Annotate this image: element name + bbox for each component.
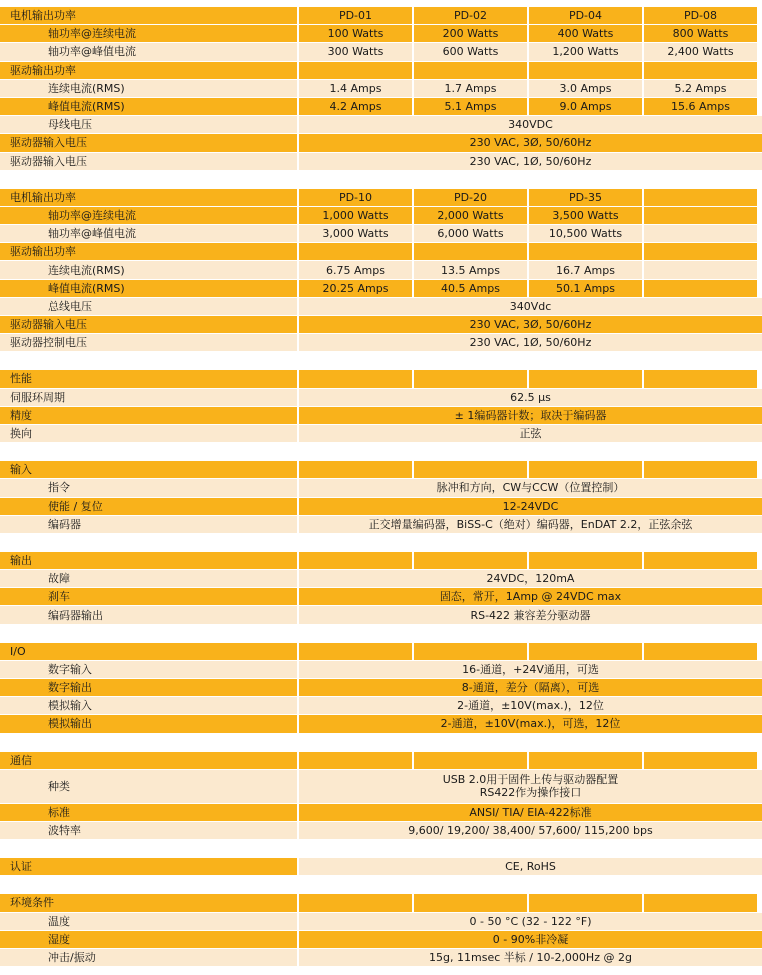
row-value (299, 425, 762, 443)
spec-row (0, 679, 762, 697)
row-value: 230 VAC, 1Ø, 50/60Hz (299, 153, 762, 171)
row-value-line: 2-通道，±10V(max.)，12位 (457, 699, 604, 713)
row-value-line: 正交增量编码器，BiSS-C（绝对）编码器，EnDAT 2.2，正弦余弦 (368, 517, 693, 531)
header-cell (644, 643, 757, 661)
row-value-line: 8-通道，差分（隔离），可选 (461, 681, 600, 695)
row-label: 编码器输出 (0, 606, 297, 624)
row-label: 精度 (0, 407, 297, 425)
header-cell (299, 752, 412, 770)
spec-row (0, 606, 762, 624)
spec-row (0, 588, 762, 606)
row-value-line: 正弦 (519, 427, 542, 441)
row-value-line: 16-通道，+24V通用，可选 (462, 662, 599, 676)
section-title: 通信 (0, 752, 297, 770)
header-cell (299, 552, 412, 570)
row-value (299, 661, 762, 679)
section-1 (0, 461, 762, 534)
row-value-line: 24VDC，120mA (486, 572, 575, 586)
row-label: 轴功率@峰值电流 (0, 225, 297, 243)
row-label: 种类 (0, 770, 297, 804)
row-value (299, 697, 762, 715)
row-value (299, 913, 762, 931)
row-label: 驱动器控制电压 (0, 334, 297, 352)
row-value (299, 931, 762, 949)
row-label: 湿度 (0, 931, 297, 949)
spec-row (0, 334, 762, 352)
cell-value: 5.1 Amps (414, 98, 527, 116)
row-value (299, 804, 762, 822)
row-value-line: RS-422 兼容差分驱动器 (470, 608, 591, 622)
model-name: PD-35 (529, 189, 642, 207)
spec-row (0, 822, 762, 840)
cell-value: 1,200 Watts (529, 43, 642, 61)
header-cell (414, 752, 527, 770)
section-header-row (0, 461, 762, 479)
row-label: 峰值电流(RMS) (0, 98, 297, 116)
row-label: 轴功率@峰值电流 (0, 43, 297, 61)
spec-row (0, 858, 762, 876)
row-label: 模拟输出 (0, 715, 297, 733)
row-value: 230 VAC, 1Ø, 50/60Hz (299, 334, 762, 352)
spec-row (0, 389, 762, 407)
row-label: 模拟输入 (0, 697, 297, 715)
header-cell (414, 643, 527, 661)
cell-value: 50.1 Amps (529, 280, 642, 298)
spec-row (0, 25, 762, 43)
model-name: PD-20 (414, 189, 527, 207)
header-cell (299, 643, 412, 661)
cell-value (644, 243, 757, 261)
row-label: 换向 (0, 425, 297, 443)
section-title: 环境条件 (0, 894, 297, 912)
section-title: 输出 (0, 552, 297, 570)
cell-value: 6.75 Amps (299, 261, 412, 279)
spec-row (0, 570, 762, 588)
header-cell (644, 370, 757, 388)
row-value (299, 606, 762, 624)
row-label: 母线电压 (0, 116, 297, 134)
cell-value: 1.4 Amps (299, 80, 412, 98)
row-value: 340VDC (299, 116, 762, 134)
spec-row (0, 661, 762, 679)
row-label: 驱动器输入电压 (0, 134, 297, 152)
spec-row (0, 153, 762, 171)
row-label: 故障 (0, 570, 297, 588)
cell-value: 5.2 Amps (644, 80, 757, 98)
row-value (299, 516, 762, 534)
cell-value (644, 261, 757, 279)
spec-row (0, 697, 762, 715)
row-value (299, 479, 762, 497)
spec-row (0, 425, 762, 443)
section-3 (0, 643, 762, 734)
header-cell (644, 461, 757, 479)
row-value-line: CE, RoHS (505, 860, 556, 874)
row-value-line: USB 2.0用于固件上传与驱动器配置 (442, 773, 619, 787)
row-label: 驱动器输入电压 (0, 316, 297, 334)
row-label: 标准 (0, 804, 297, 822)
section-title: I/O (0, 643, 297, 661)
spec-row (0, 316, 762, 334)
cell-value (414, 62, 527, 80)
cell-value: 2,400 Watts (644, 43, 757, 61)
row-value (299, 407, 762, 425)
row-value-line: ANSI/ TIA/ EIA-422标准 (469, 805, 592, 819)
cell-value: 800 Watts (644, 25, 757, 43)
cell-value: 10,500 Watts (529, 225, 642, 243)
row-value (299, 679, 762, 697)
spec-row (0, 80, 762, 98)
section-header-row (0, 370, 762, 388)
row-value-line: ± 1编码器计数；取决于编码器 (454, 408, 607, 422)
spec-row (0, 243, 762, 261)
row-value-line: 9,600/ 19,200/ 38,400/ 57,600/ 115,200 bps (408, 824, 653, 838)
row-label: 驱动器输入电压 (0, 153, 297, 171)
model-name: PD-01 (299, 7, 412, 25)
row-value-line: 脉冲和方向，CW与CCW（位置控制） (436, 481, 625, 495)
row-value-line: 62.5 µs (510, 390, 551, 404)
spec-row (0, 498, 762, 516)
spec-row (0, 261, 762, 279)
cell-value (529, 243, 642, 261)
cell-value (299, 243, 412, 261)
header-cell (299, 370, 412, 388)
table1-section (0, 7, 762, 171)
row-value-line: 0 - 50 °C (32 - 122 °F) (469, 914, 592, 928)
row-value (299, 822, 762, 840)
section-header-row (0, 894, 762, 912)
cell-value: 1.7 Amps (414, 80, 527, 98)
row-label: 数字输入 (0, 661, 297, 679)
cell-value (644, 280, 757, 298)
model-name: PD-08 (644, 7, 757, 25)
row-value-line: 2-通道，±10V(max.)，可选，12位 (440, 717, 621, 731)
header-cell (414, 552, 527, 570)
row-label: 编码器 (0, 516, 297, 534)
row-label: 使能 / 复位 (0, 498, 297, 516)
cell-value (644, 225, 757, 243)
model-name (644, 189, 757, 207)
section-title: 性能 (0, 370, 297, 388)
cell-value (644, 62, 757, 80)
header-cell (644, 894, 757, 912)
spec-row (0, 479, 762, 497)
row-value-line: 固态，常开，1Amp @ 24VDC max (439, 590, 622, 604)
cell-value: 600 Watts (414, 43, 527, 61)
header-label: 电机输出功率 (0, 7, 297, 25)
header-cell (644, 752, 757, 770)
row-label: 伺服环周期 (0, 389, 297, 407)
model-name: PD-10 (299, 189, 412, 207)
spec-header-row (0, 7, 762, 25)
row-label: 波特率 (0, 822, 297, 840)
cell-value: 1,000 Watts (299, 207, 412, 225)
cell-value: 40.5 Amps (414, 280, 527, 298)
spec-row (0, 516, 762, 534)
row-value (299, 498, 762, 516)
row-value (299, 858, 762, 876)
spec-row (0, 280, 762, 298)
row-value (299, 389, 762, 407)
section-2 (0, 552, 762, 625)
cell-value: 2,000 Watts (414, 207, 527, 225)
section-header-row (0, 752, 762, 770)
cell-value: 400 Watts (529, 25, 642, 43)
header-cell (529, 552, 642, 570)
spec-row (0, 98, 762, 116)
cell-value: 200 Watts (414, 25, 527, 43)
spec-header-row (0, 189, 762, 207)
row-value: 230 VAC, 3Ø, 50/60Hz (299, 134, 762, 152)
spec-row (0, 298, 762, 316)
cell-value (414, 243, 527, 261)
row-label: 数字输出 (0, 679, 297, 697)
header-cell (644, 552, 757, 570)
spec-row (0, 715, 762, 733)
cell-value: 3,500 Watts (529, 207, 642, 225)
row-value-line: RS422作为操作接口 (479, 786, 582, 800)
header-cell (529, 752, 642, 770)
cell-value: 3.0 Amps (529, 80, 642, 98)
row-value (299, 588, 762, 606)
cell-value (529, 62, 642, 80)
header-cell (529, 643, 642, 661)
row-label: 驱动输出功率 (0, 243, 297, 261)
cell-value: 3,000 Watts (299, 225, 412, 243)
cell-value: 100 Watts (299, 25, 412, 43)
cell-value: 4.2 Amps (299, 98, 412, 116)
spec-row (0, 949, 762, 967)
header-cell (414, 461, 527, 479)
header-cell (414, 370, 527, 388)
spec-row (0, 931, 762, 949)
spec-row (0, 207, 762, 225)
row-label: 轴功率@连续电流 (0, 25, 297, 43)
section-title: 认证 (0, 858, 297, 876)
cell-value: 13.5 Amps (414, 261, 527, 279)
row-value (299, 770, 762, 804)
spec-row (0, 134, 762, 152)
header-cell (414, 894, 527, 912)
cell-value: 15.6 Amps (644, 98, 757, 116)
section-5 (0, 858, 762, 876)
cell-value: 16.7 Amps (529, 261, 642, 279)
row-label: 连续电流(RMS) (0, 80, 297, 98)
header-cell (299, 461, 412, 479)
row-value: 340Vdc (299, 298, 762, 316)
section-6 (0, 894, 762, 967)
row-value: 230 VAC, 3Ø, 50/60Hz (299, 316, 762, 334)
model-name: PD-04 (529, 7, 642, 25)
row-label: 峰值电流(RMS) (0, 280, 297, 298)
row-label: 温度 (0, 913, 297, 931)
spec-row (0, 804, 762, 822)
row-label: 刹车 (0, 588, 297, 606)
row-value-line: 0 - 90%非冷凝 (492, 932, 569, 946)
cell-value (644, 207, 757, 225)
spec-row (0, 407, 762, 425)
row-label: 轴功率@连续电流 (0, 207, 297, 225)
spec-row (0, 62, 762, 80)
section-0 (0, 370, 762, 443)
row-value (299, 715, 762, 733)
row-value (299, 570, 762, 588)
header-cell (529, 461, 642, 479)
header-cell (529, 894, 642, 912)
cell-value (299, 62, 412, 80)
header-cell (529, 370, 642, 388)
header-cell (299, 894, 412, 912)
spec-row (0, 913, 762, 931)
cell-value: 6,000 Watts (414, 225, 527, 243)
row-value-line: 12-24VDC (502, 499, 559, 513)
table2-section (0, 189, 762, 353)
spec-row (0, 43, 762, 61)
row-label: 总线电压 (0, 298, 297, 316)
row-value (299, 949, 762, 967)
spec-row (0, 116, 762, 134)
section-title: 输入 (0, 461, 297, 479)
row-label: 连续电流(RMS) (0, 261, 297, 279)
spec-row (0, 225, 762, 243)
row-label: 驱动输出功率 (0, 62, 297, 80)
row-label: 冲击/振动 (0, 949, 297, 967)
cell-value: 9.0 Amps (529, 98, 642, 116)
section-4 (0, 752, 762, 841)
row-value-line: 15g, 11msec 半标 / 10-2,000Hz @ 2g (429, 950, 632, 964)
header-label: 电机输出功率 (0, 189, 297, 207)
row-label: 指令 (0, 479, 297, 497)
model-name: PD-02 (414, 7, 527, 25)
cell-value: 20.25 Amps (299, 280, 412, 298)
section-header-row (0, 643, 762, 661)
section-header-row (0, 552, 762, 570)
cell-value: 300 Watts (299, 43, 412, 61)
spec-row (0, 770, 762, 804)
